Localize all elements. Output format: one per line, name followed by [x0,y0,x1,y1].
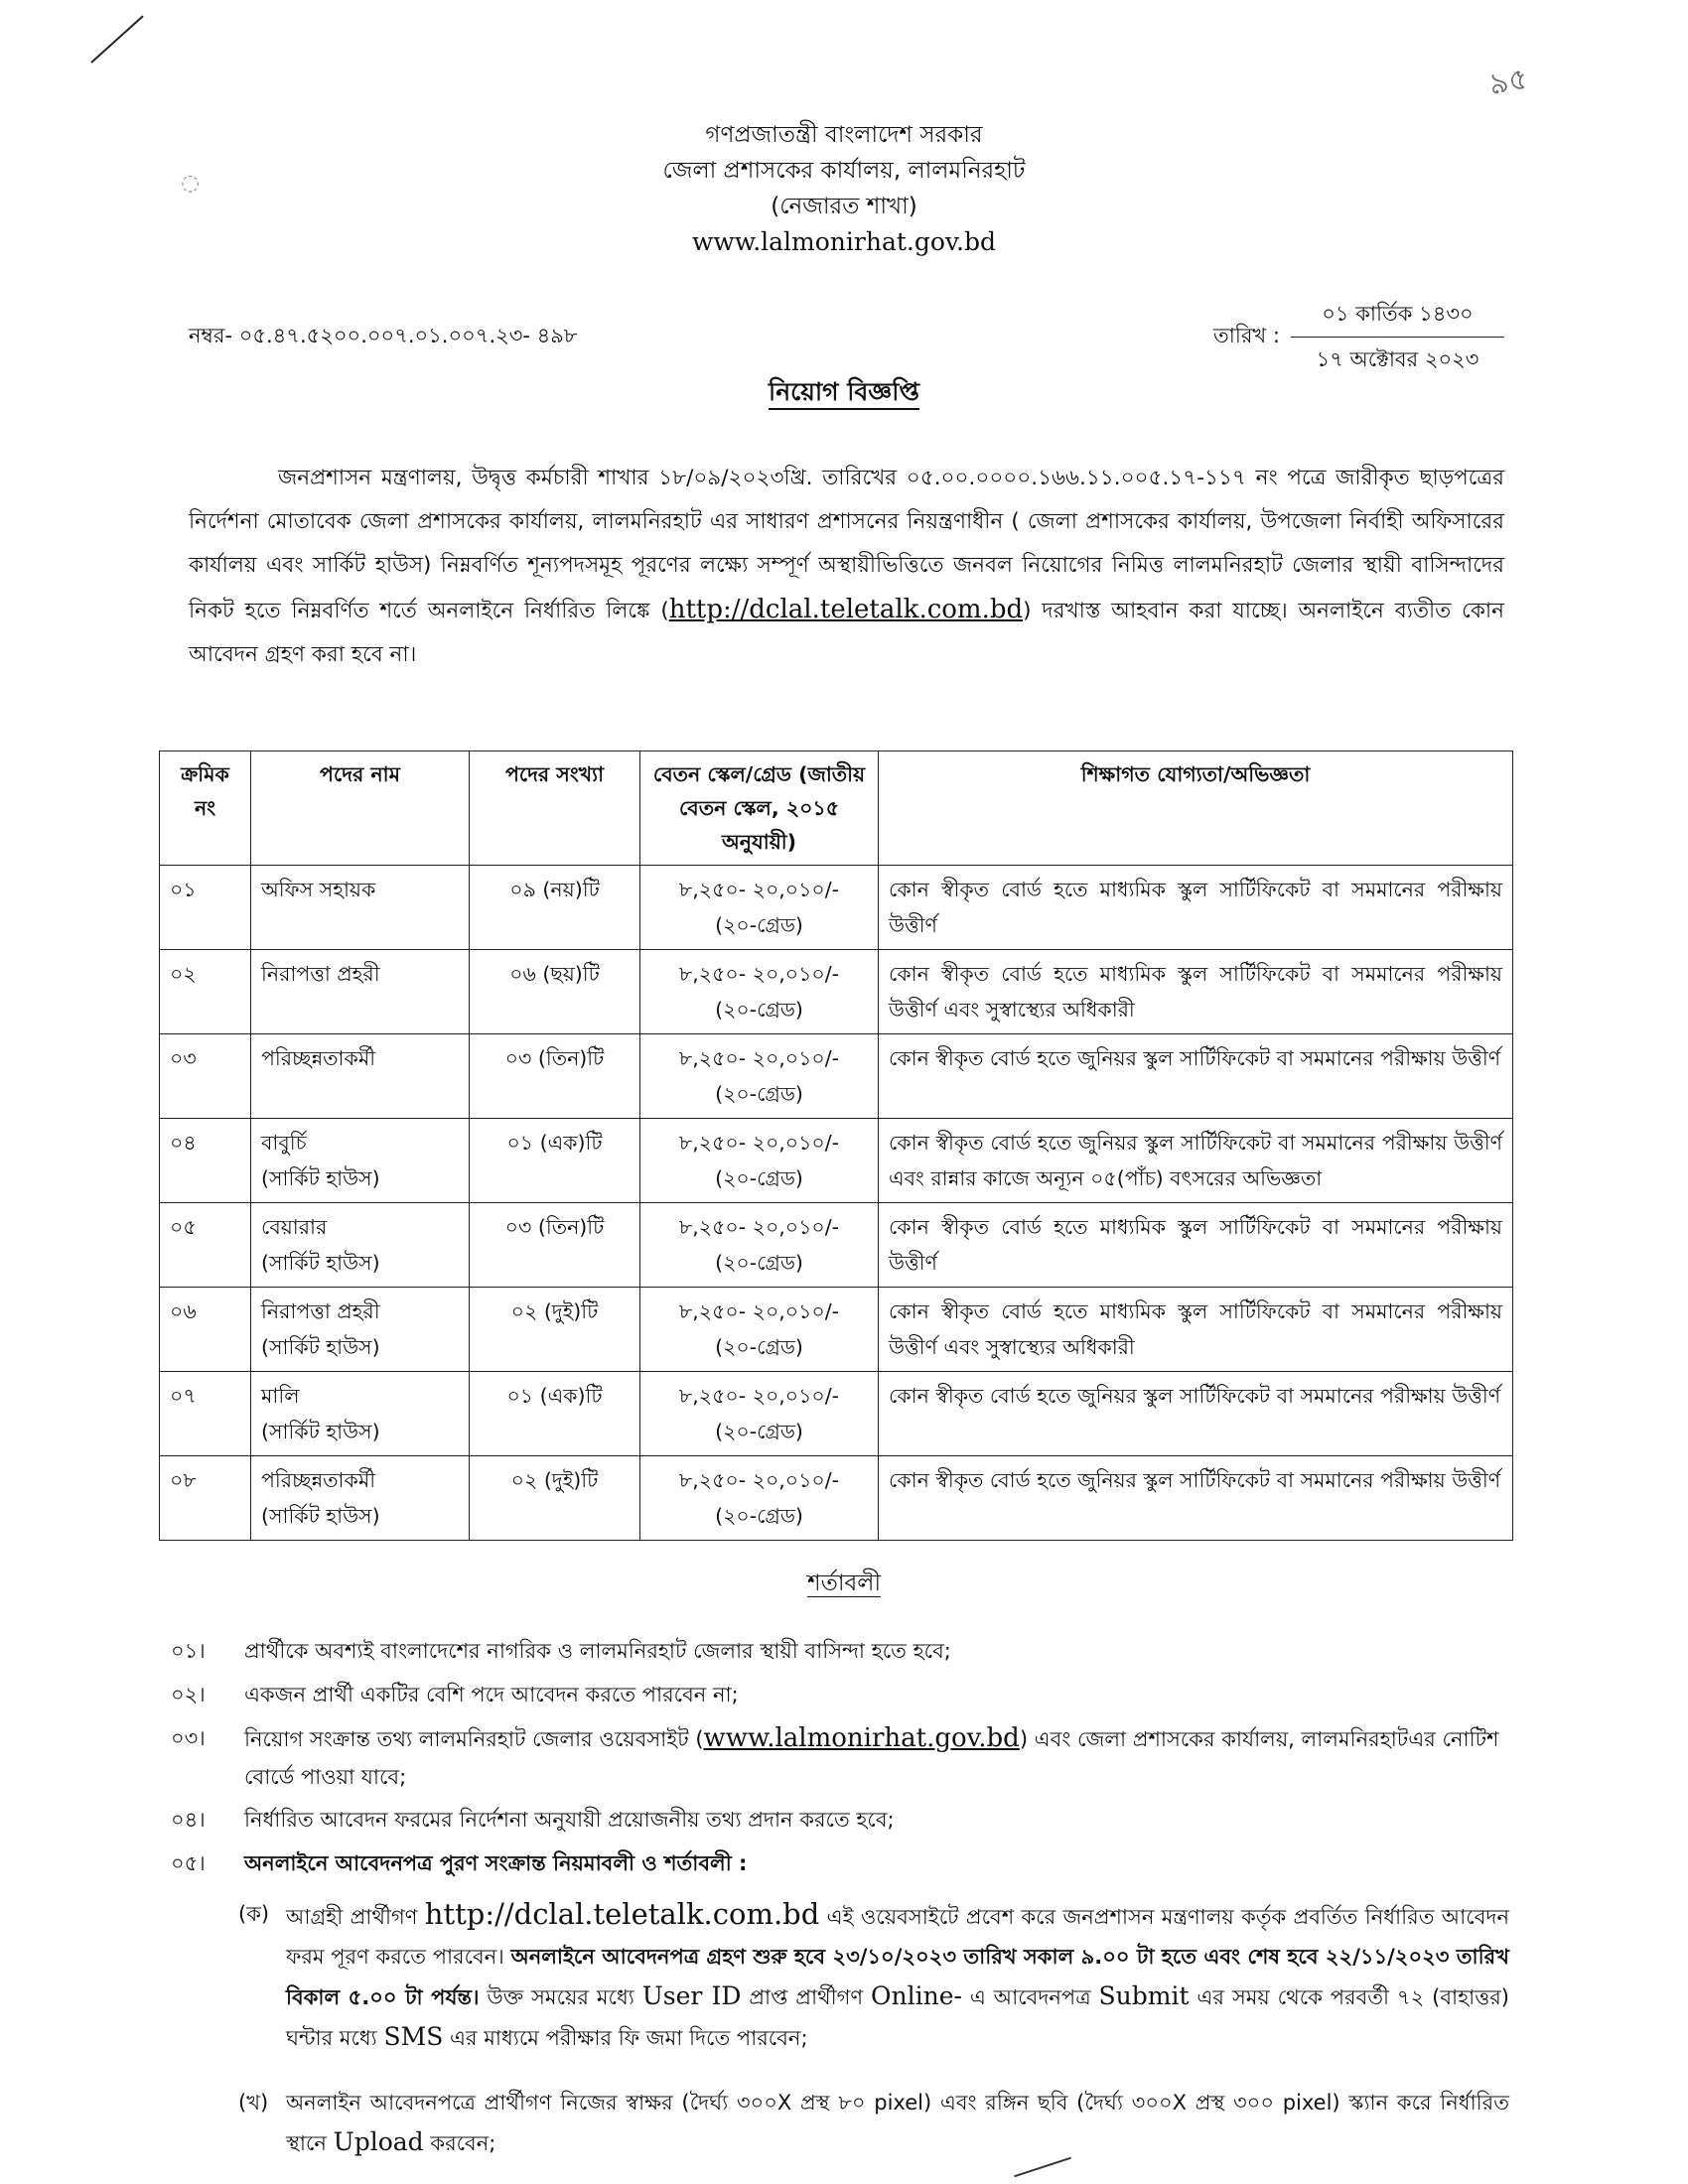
sub-text-part: এ আবেদনপত্র [969,1985,1091,2009]
pay-range: ৮,২৫০- ২০,০১০/- [678,1215,840,1239]
sub-condition-b [238,2083,1509,2163]
sub-label: (ক) [238,1902,270,1926]
pay-grade: (২০-গ্রেড) [715,1504,803,1528]
table-row [160,1372,1513,1456]
date-english: ১৭ অক্টোবর ২০২৩ [1316,347,1479,371]
sub-text-part: করবেন; [430,2131,496,2155]
post-name: নিরাপত্তা প্রহরী [261,1299,380,1323]
pay-grade: (২০-গ্রেড) [715,998,803,1022]
pay-range: ৮,২৫০- ২০,০১০/- [678,878,840,901]
vacancy-table [159,751,1513,1541]
pay-range: ৮,২৫০- ২০,০১০/- [678,1468,840,1492]
cell-post [251,1119,470,1203]
cell-qualification: কোন স্বীকৃত বোর্ড হতে মাধ্যমিক স্কুল সার্টিফিকেট বা সমমানের পরীক্ষায় উত্তীর্ণ এবং সুস্বাস্থ্যের অধিকারী [879,1288,1513,1372]
cell-serial: ০২ [160,950,251,1034]
table-row [160,1203,1513,1288]
cell-post [251,1288,470,1372]
post-location: (সার্কিট হাউস) [261,1504,380,1528]
header-government: গণপ্রজাতন্ত্রী বাংলাদেশ সরকার [705,122,983,148]
pay-range: ৮,২৫০- ২০,০১০/- [678,1384,840,1408]
condition-item [171,1632,1511,1670]
sub-text-part: প্রাপ্ত প্রার্থীগণ [749,1985,864,2009]
condition-number: ০৩। [171,1726,206,1750]
cell-serial: ০৮ [160,1456,251,1541]
condition-number: ০৫। [171,1851,206,1875]
sub-text-part: অনলাইন আবেদনপত্রে প্রার্থীগণ নিজের স্বাক্ষর (দৈর্ঘ্য ৩০০X প্রস্থ ৮০ pixel) এবং রঙ্গিন ছবি (দৈর্ঘ্য ৩০০X প্রস্থ ৩০০ pixel) স্ক্যান করে নির্ধারিত স্থানে [286,2091,1509,2155]
post-location: (সার্কিট হাউস) [261,1166,380,1190]
sub-label: (খ) [238,2091,269,2115]
user-id-text: User ID [641,1981,742,2010]
cell-post [251,1203,470,1288]
online-text: Online- [871,1981,962,2010]
cell-qualification: কোন স্বীকৃত বোর্ড হতে জুনিয়র স্কুল সার্টিফিকেট বা সমমানের পরীক্ষায় উত্তীর্ণ [879,1456,1513,1541]
condition-text: একজন প্রার্থী একটির বেশি পদে আবেদন করতে পারবেন না; [244,1683,739,1706]
col-serial: ক্রমিক নং [160,751,251,866]
sub-text [286,2083,1509,2163]
cell-serial: ০৩ [160,1034,251,1119]
teletalk-link-2[interactable]: http://dclal.teletalk.com.bd [424,1897,820,1931]
header-website[interactable]: www.lalmonirhat.gov.bd [691,227,997,256]
application-window-text: অনলাইনে আবেদনপত্র গ্রহণ শুরু হবে ২৩/১০/২০২৩ তারিখ সকাল ৯.০০ টা হতে এবং শেষ হবে ২২/১১/২০২৩ তারিখ বিকাল ৫.০০ টা পর্যন্ত। [286,1945,1509,2009]
pay-grade: (২০-গ্রেড) [715,1251,803,1275]
post-location: (সার্কিট হাউস) [261,1420,380,1443]
intro-paragraph [189,457,1504,677]
sub-text-part: এই ওয়েবসাইটে প্রবেশ করে জনপ্রশাসন মন্ত্রণালয় কর্তৃক প্রবর্তিত নির্ধারিত আবেদন ফরম পূরণ করতে পারবেন। [286,1905,1509,1969]
table-row [160,1034,1513,1119]
cell-serial: ০১ [160,866,251,950]
cell-serial: ০৪ [160,1119,251,1203]
condition-text-part: নিয়োগ সংক্রান্ত তথ্য লালমনিরহাট জেলার ওয়েবসাইট ( [244,1727,704,1751]
sub-text [286,1894,1509,2058]
pay-range: ৮,২৫০- ২০,০১০/- [678,962,840,986]
cell-post [251,1372,470,1456]
pay-range: ৮,২৫০- ২০,০১০/- [678,1131,840,1155]
cell-qualification: কোন স্বীকৃত বোর্ড হতে জুনিয়র স্কুল সার্টিফিকেট বা সমমানের পরীক্ষায় উত্তীর্ণ এবং রান্নার কাজে অন্যূন ০৫(পাঁচ) বৎসরের অভিজ্ঞতা [879,1119,1513,1203]
condition-heading: অনলাইনে আবেদনপত্র পুরণ সংক্রান্ত নিয়মাবলী ও শর্তাবলী : [244,1851,748,1875]
cell-count: ০৯ (নয়)টি [470,866,640,950]
cell-serial: ০৫ [160,1203,251,1288]
pay-grade: (২০-গ্রেড) [715,913,803,937]
condition-text-part: ) এবং জেলা প্রশাসকের কার্যালয়, লালমনিরহাটএর নোটিশ বোর্ডে পাওয়া যাবে; [244,1727,1499,1789]
intro-text: জনপ্রশাসন মন্ত্রণালয়, উদ্বৃত্ত কর্মচারী শাখার ১৮/০৯/২০২৩খ্রি. তারিখের ০৫.০০.০০০০.১৬৬.১১.০০৫.১৭-১১৭ নং পত্রে জারীকৃত ছাড়পত্রের নির্দেশনা মোতাবেক জেলা প্রশাসকের কার্যালয়, লালমনিরহাট এর সাধারণ প্রশাসনের নিয়ন্ত্রণাধীন ( জেলা প্রশাসকের কার্যালয়, উপজেলা নির্বাহী অফিসারের কার্যালয় এবং সার্কিট হাউস) নিম্নবর্ণিত শূন্যপদসমূহ পূরণের লক্ষ্যে সম্পূর্ণ অস্থায়ীভিত্তিতে জনবল নিয়োগের নিমিত্ত লালমনিরহাট জেলার স্থায়ী বাসিন্দাদের নিকট হতে নিম্নবর্ণিত শর্তে অনলাইনে নির্ধারিত লিঙ্কে ( [189,466,1504,623]
cell-pay [640,1372,879,1456]
conditions-title-text: শর্তাবলী [806,1570,882,1596]
post-name: বেয়ারার [261,1215,328,1239]
cell-count: ০৩ (তিন)টি [470,1034,640,1119]
cell-count: ০১ (এক)টি [470,1372,640,1456]
pay-grade: (২০-গ্রেড) [715,1420,803,1443]
cell-post [251,1456,470,1541]
upload-text: Upload [333,2127,424,2156]
handwritten-page-mark: ৯৫ [1486,61,1531,103]
notice-title [0,372,1688,415]
table-row [160,950,1513,1034]
table-row [160,1288,1513,1372]
sub-text-part: এর সময় থেকে পরবর্তী ৭২ (বাহাত্তর) ঘন্টার মধ্যে [286,1985,1509,2050]
cell-pay [640,1203,879,1288]
cell-serial: ০৭ [160,1372,251,1456]
sub-condition-a [238,1894,1509,2058]
cell-count: ০২ (দুই)টি [470,1456,640,1541]
sub-text-part: উক্ত সময়ের মধ্যে [487,1985,634,2009]
cell-count: ০২ (দুই)টি [470,1288,640,1372]
post-location: (সার্কিট হাউস) [261,1335,380,1359]
pay-grade: (২০-গ্রেড) [715,1082,803,1106]
submit-text: Submit [1098,1981,1190,2010]
cell-qualification: কোন স্বীকৃত বোর্ড হতে জুনিয়র স্কুল সার্টিফিকেট বা সমমানের পরীক্ষায় উত্তীর্ণ [879,1372,1513,1456]
condition-number: ০২। [171,1683,206,1706]
col-pay-scale: বেতন স্কেল/গ্রেড (জাতীয় বেতন স্কেল, ২০১৫ অনুযায়ী) [640,751,879,866]
sub-text-part: এর মাধ্যমে পরীক্ষার ফি জমা দিতে পারবেন; [450,2026,808,2050]
cell-pay [640,1456,879,1541]
condition-number: ০৪। [171,1808,206,1832]
cell-count: ০৩ (তিন)টি [470,1203,640,1288]
condition-item [171,1719,1511,1796]
condition-text [244,1719,1511,1796]
col-post-count: পদের সংখ্যা [470,751,640,866]
pay-grade: (২০-গ্রেড) [715,1166,803,1190]
table-row [160,1119,1513,1203]
conditions-title [0,1565,1688,1603]
cell-pay [640,950,879,1034]
post-name: বাবুর্চি [261,1131,307,1155]
office-header [0,117,1688,260]
post-name: পরিচ্ছন্নতাকর্মী [261,1046,376,1070]
cell-pay [640,1288,879,1372]
condition-item [171,1801,1511,1839]
condition-item [171,1676,1511,1713]
teletalk-link[interactable]: http://dclal.teletalk.com.bd [668,595,1024,624]
cell-qualification: কোন স্বীকৃত বোর্ড হতে জুনিয়র স্কুল সার্টিফিকেট বা সমমানের পরীক্ষায় উত্তীর্ণ [879,1034,1513,1119]
sms-text: SMS [383,2022,444,2051]
date-block [1291,298,1504,378]
date-bangla: ০১ কার্তিক ১৪৩০ [1291,298,1504,338]
header-section: (নেজারত শাখা) [771,194,917,219]
district-website-link[interactable]: www.lalmonirhat.gov.bd [703,1723,1020,1753]
condition-text: প্রার্থীকে অবশ্যই বাংলাদেশের নাগরিক ও লালমনিরহাট জেলার স্থায়ী বাসিন্দা হতে হবে; [244,1639,951,1663]
cell-count: ০১ (এক)টি [470,1119,640,1203]
scan-spot-mark: ◌ [181,171,201,196]
date-label: তারিখ : [1213,324,1280,347]
pay-range: ৮,২৫০- ২০,০১০/- [678,1046,840,1070]
col-qualification: শিক্ষাগত যোগ্যতা/অভিজ্ঞতা [879,751,1513,866]
cell-qualification: কোন স্বীকৃত বোর্ড হতে মাধ্যমিক স্কুল সার্টিফিকেট বা সমমানের পরীক্ষায় উত্তীর্ণ এবং সুস্বাস্থ্যের অধিকারী [879,950,1513,1034]
table-row [160,1456,1513,1541]
cell-qualification: কোন স্বীকৃত বোর্ড হতে মাধ্যমিক স্কুল সার্টিফিকেট বা সমমানের পরীক্ষায় উত্তীর্ণ [879,1203,1513,1288]
post-name: পরিচ্ছন্নতাকর্মী [261,1468,376,1492]
cell-pay [640,866,879,950]
cell-count: ০৬ (ছয়)টি [470,950,640,1034]
memo-number: নম্বর- ০৫.৪৭.৫২০০.০০৭.০১.০০৭.২৩- ৪৯৮ [189,324,578,347]
post-name: নিরাপত্তা প্রহরী [261,962,380,986]
pay-grade: (২০-গ্রেড) [715,1335,803,1359]
table-row [160,866,1513,950]
post-location: (সার্কিট হাউস) [261,1251,380,1275]
cell-pay [640,1034,879,1119]
post-name: অফিস সহায়ক [261,878,376,901]
pay-range: ৮,২৫০- ২০,০১০/- [678,1299,840,1323]
cell-pay [640,1119,879,1203]
post-name: মালি [261,1384,300,1408]
cell-post [251,866,470,950]
cell-post [251,950,470,1034]
condition-number: ০১। [171,1639,206,1663]
notice-title-text: নিয়োগ বিজ্ঞপ্তি [769,377,919,410]
sub-text-part: আগ্রহী প্রার্থীগণ [286,1905,418,1929]
cell-serial: ০৬ [160,1288,251,1372]
cell-qualification: কোন স্বীকৃত বোর্ড হতে মাধ্যমিক স্কুল সার্টিফিকেট বা সমমানের পরীক্ষায় উত্তীর্ণ [879,866,1513,950]
cell-post [251,1034,470,1119]
pen-stroke-mark [90,15,143,63]
intro-text-end: ) দরখাস্ত আহবান করা যাচ্ছে। অনলাইনে ব্যতীত কোন আবেদন গ্রহণ করা হবে না। [189,599,1504,667]
col-post-name: পদের নাম [251,751,470,866]
table-header-row [160,751,1513,866]
condition-text: নির্ধারিত আবেদন ফরমের নির্দেশনা অনুযায়ী প্রয়োজনীয় তথ্য প্রদান করতে হবে; [244,1808,895,1832]
header-office: জেলা প্রশাসকের কার্যালয়, লালমনিরহাট [662,158,1026,184]
condition-item [171,1844,1511,1882]
